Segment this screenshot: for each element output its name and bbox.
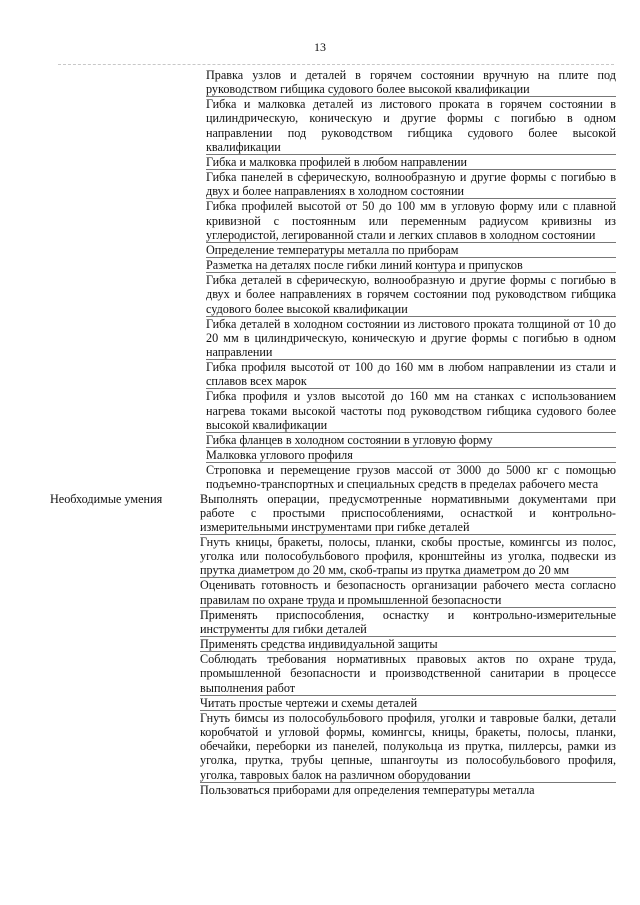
list-item: Оценивать готовность и безопасность организации рабочего места согласно правилам по охране труда и промышленной безопасности — [200, 578, 616, 607]
list-item: Определение температуры металла по приборам — [206, 243, 616, 258]
list-item: Гибка фланцев в холодном состоянии в угловую форму — [206, 433, 616, 448]
list-item: Разметка на деталях после гибки линий контура и припусков — [206, 258, 616, 273]
list-item: Применять приспособления, оснастку и контрольно-измерительные инструменты для гибки деталей — [200, 607, 616, 636]
row-items — [200, 492, 616, 797]
list-item: Гибка деталей в холодном состоянии из листового проката толщиной от 10 до 20 мм в цилиндрическую, коническую и другие формы с погибью в одном направлении — [206, 316, 616, 359]
table-row-labor-actions — [50, 68, 616, 492]
table-row-required-skills — [50, 492, 616, 797]
row-label-required-skills: Необходимые умения — [50, 491, 163, 506]
list-item: Выполнять операции, предусмотренные нормативными документами при работе с простыми приспособлениями, оснасткой и контрольно-измерительными инструментами при гибке деталей — [200, 491, 616, 534]
list-item: Строповка и перемещение грузов массой от 3000 до 5000 кг с помощью подъемно-транспортных и специальных средств в пределах рабочего места — [206, 463, 616, 492]
list-item: Гибка панелей в сферическую, волнообразную и другие формы с погибью в двух и более направлениях в холодном состоянии — [206, 170, 616, 199]
list-item: Соблюдать требования нормативных правовых актов по охране труда, промышленной безопасности и производственной санитарии в процессе выполнения работ — [200, 652, 616, 695]
table-top-border — [58, 64, 614, 65]
list-item: Пользоваться приборами для определения температуры металла — [200, 782, 535, 797]
list-item: Малковка углового профиля — [206, 448, 616, 463]
competency-table — [50, 68, 616, 797]
list-item: Читать простые чертежи и схемы деталей — [200, 696, 616, 711]
list-item: Применять средства индивидуальной защиты — [200, 637, 616, 652]
list-item: Гибка и малковка деталей из листового проката в горячем состоянии в цилиндрическую, коническую и другие формы с погибью в одном направлении под руководством гибщика судового более высокой квалификации — [206, 97, 616, 154]
row-items — [206, 68, 616, 492]
list-item: Гибка деталей в сферическую, волнообразную и другие формы с погибью в двух и более направлениях в горячем состоянии под руководством гибщика судового более высокой квалификации — [206, 273, 616, 316]
list-item: Правка узлов и деталей в горячем состоянии вручную на плите под руководством гибщика судового более высокой квалификации — [206, 68, 616, 97]
list-item: Гнуть кницы, бракеты, полосы, планки, скобы простые, комингсы из полос, уголка или полособульбового профиля, кронштейны из уголка, подвески из прутка диаметром до 20 мм, скоб-трапы из прутка диаметром до 20 мм — [200, 535, 616, 578]
list-item: Гибка профилей высотой от 50 до 100 мм в угловую форму или с плавной кривизной с постоянным или переменным радиусом кривизны из углеродистой, легированной стали и легких сплавов в холодном состоянии — [206, 199, 616, 242]
list-item: Гибка и малковка профилей в любом направлении — [206, 155, 616, 170]
list-item: Гнуть бимсы из полособульбового профиля, уголки и тавровые балки, детали коробчатой и угловой формы, комингсы, кницы, бракеты, полосы, планки, обечайки, переборки из панелей, полукольца из прутка, пиллерсы, рамки из уголка, прутка, трубы цепные, шпангоуты из полособульбового профиля, уголка, тавровых балок на различном оборудовании — [200, 710, 616, 782]
page-number: 13 — [314, 40, 326, 54]
list-item: Гибка профиля и узлов высотой до 160 мм на станках с использованием нагрева токами высокой частоты под руководством гибщика судового более высокой квалификации — [206, 389, 616, 432]
list-item: Гибка профиля высотой от 100 до 160 мм в любом направлении из стали и сплавов всех марок — [206, 360, 616, 389]
